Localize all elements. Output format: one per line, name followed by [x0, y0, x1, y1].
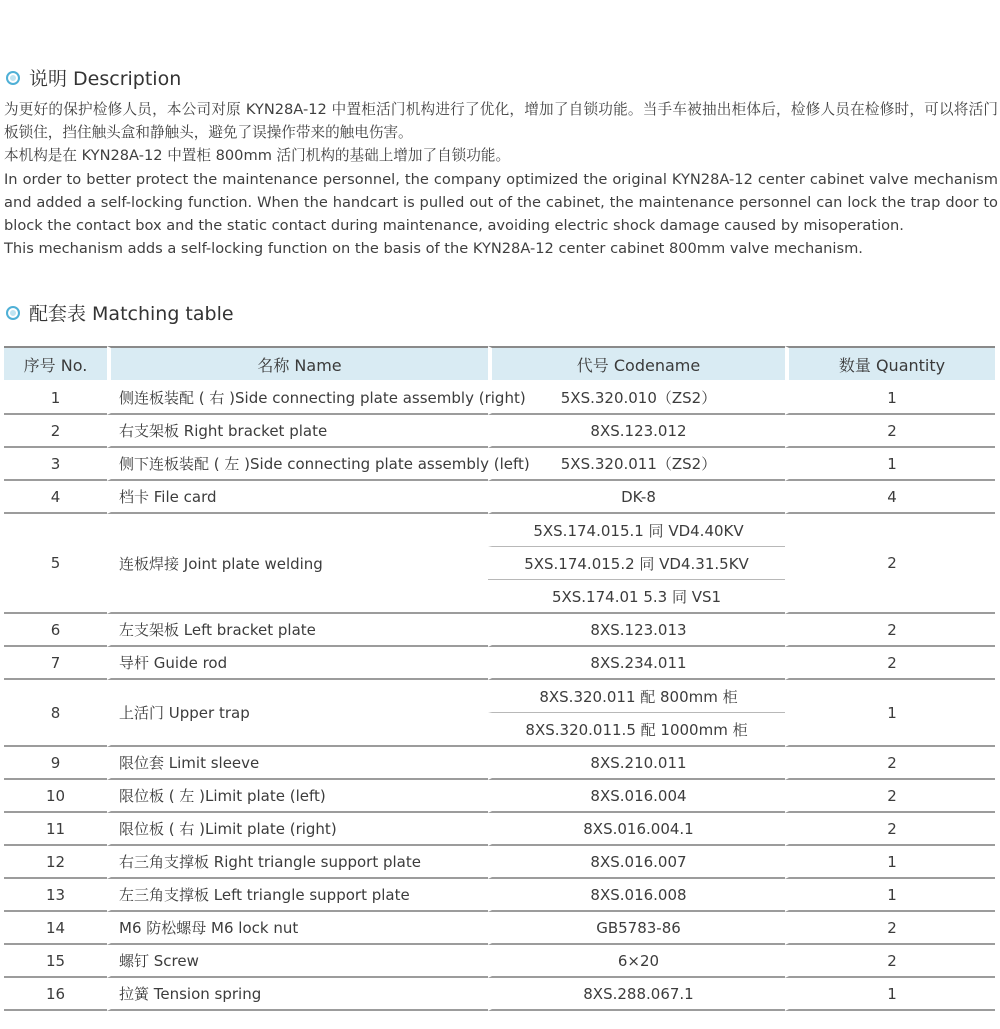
- cell-name: 侧下连板装配 ( 左 )Side connecting plate assembly (left): [107, 448, 488, 481]
- cell-no: 6: [4, 614, 107, 647]
- table-body: [4, 382, 995, 1011]
- cell-name: 上活门 Upper trap: [107, 680, 488, 747]
- cell-name: 右支架板 Right bracket plate: [107, 415, 488, 448]
- cell-quantity: 2: [785, 780, 995, 813]
- header-codename: 代号 Codename: [488, 346, 785, 382]
- table-row: [4, 747, 995, 780]
- table-row: [4, 879, 995, 912]
- cell-quantity: 2: [785, 647, 995, 680]
- cell-no: 5: [4, 514, 107, 614]
- cell-name: 限位板 ( 左 )Limit plate (left): [107, 780, 488, 813]
- table-row: [4, 514, 995, 547]
- cell-quantity: 2: [785, 945, 995, 978]
- cell-codename: 8XS.320.011 配 800mm 柜: [488, 680, 785, 713]
- cell-codename: 8XS.016.004: [488, 780, 785, 813]
- ring-bullet-icon: [6, 71, 20, 85]
- cell-codename: 8XS.016.008: [488, 879, 785, 912]
- cell-no: 1: [4, 382, 107, 415]
- ring-bullet-icon: [6, 306, 20, 320]
- cell-name: 右三角支撑板 Right triangle support plate: [107, 846, 488, 879]
- cell-codename: 5XS.174.015.1 同 VD4.40KV: [488, 514, 785, 547]
- cell-quantity: 1: [785, 879, 995, 912]
- cell-codename: 8XS.320.011.5 配 1000mm 柜: [488, 713, 785, 747]
- cell-quantity: 1: [785, 448, 995, 481]
- cell-no: 11: [4, 813, 107, 846]
- cell-name: 左支架板 Left bracket plate: [107, 614, 488, 647]
- table-row: [4, 382, 995, 415]
- cell-quantity: 2: [785, 747, 995, 780]
- table-row: [4, 813, 995, 846]
- cell-name: M6 防松螺母 M6 lock nut: [107, 912, 488, 945]
- matching-table-title: 配套表 Matching table: [29, 303, 234, 325]
- cell-codename: DK-8: [488, 481, 785, 514]
- table-header-row: [4, 346, 995, 382]
- cell-no: 7: [4, 647, 107, 680]
- cell-codename: 8XS.016.007: [488, 846, 785, 879]
- cell-quantity: 1: [785, 680, 995, 747]
- cell-quantity: 1: [785, 846, 995, 879]
- table-row: [4, 415, 995, 448]
- table-row: [4, 912, 995, 945]
- cell-no: 3: [4, 448, 107, 481]
- table-row: [4, 647, 995, 680]
- cell-no: 13: [4, 879, 107, 912]
- header-quantity: 数量 Quantity: [785, 346, 995, 382]
- cell-name: 螺钉 Screw: [107, 945, 488, 978]
- cell-codename: 8XS.123.013: [488, 614, 785, 647]
- cell-name: 档卡 File card: [107, 481, 488, 514]
- table-row: [4, 846, 995, 879]
- description-heading: [6, 64, 181, 91]
- cell-codename: 5XS.320.010（ZS2）: [488, 382, 785, 415]
- table-row: [4, 481, 995, 514]
- cell-codename: GB5783-86: [488, 912, 785, 945]
- cell-no: 9: [4, 747, 107, 780]
- description-paragraph-cn-2: 本机构是在 KYN28A-12 中置柜 800mm 活门机构的基础上增加了自锁功能。: [4, 147, 511, 165]
- cell-codename: 8XS.234.011: [488, 647, 785, 680]
- cell-name: 限位板 ( 右 )Limit plate (right): [107, 813, 488, 846]
- cell-no: 16: [4, 978, 107, 1011]
- cell-quantity: 1: [785, 978, 995, 1011]
- cell-quantity: 1: [785, 382, 995, 415]
- table-row: [4, 614, 995, 647]
- header-no: 序号 No.: [4, 346, 107, 382]
- cell-name: 导杆 Guide rod: [107, 647, 488, 680]
- matching-table-heading: [6, 299, 234, 326]
- cell-codename: 5XS.174.015.2 同 VD4.31.5KV: [488, 547, 785, 580]
- description-paragraph-cn-1: 为更好的保护检修人员，本公司对原 KYN28A-12 中置柜活门机构进行了优化，增加了自锁功能。当手车被抽出柜体后，检修人员在检修时，可以将活门板锁住，挡住触头盒和静触头，避免了误操作带来的触电伤害。: [4, 101, 998, 142]
- cell-no: 14: [4, 912, 107, 945]
- cell-codename: 8XS.288.067.1: [488, 978, 785, 1011]
- table-row: [4, 945, 995, 978]
- cell-codename: 8XS.210.011: [488, 747, 785, 780]
- table-row: [4, 448, 995, 481]
- description-paragraph-en-2: This mechanism adds a self-locking function on the basis of the KYN28A-12 center cabinet 800mm valve mechanism.: [4, 240, 863, 258]
- cell-no: 15: [4, 945, 107, 978]
- table-row: [4, 978, 995, 1011]
- cell-quantity: 4: [785, 481, 995, 514]
- cell-quantity: 2: [785, 514, 995, 614]
- cell-name: 侧连板装配 ( 右 )Side connecting plate assembly (right): [107, 382, 488, 415]
- cell-no: 8: [4, 680, 107, 747]
- cell-name: 限位套 Limit sleeve: [107, 747, 488, 780]
- cell-no: 4: [4, 481, 107, 514]
- cell-no: 12: [4, 846, 107, 879]
- header-name: 名称 Name: [107, 346, 488, 382]
- description-title: 说明 Description: [29, 68, 182, 90]
- cell-no: 2: [4, 415, 107, 448]
- cell-quantity: 2: [785, 415, 995, 448]
- description-paragraph-en-1: In order to better protect the maintenance personnel, the company optimized the original KYN28A-12 center cabinet valve mechanism and added a self-locking function. When the handcart is pulled out of the cabinet, the maintenance personnel can lock the trap door to block the contact box and the static contact during maintenance, avoiding electric shock damage caused by misoperation.: [4, 170, 998, 235]
- cell-name: 连板焊接 Joint plate welding: [107, 514, 488, 614]
- cell-no: 10: [4, 780, 107, 813]
- cell-codename: 8XS.123.012: [488, 415, 785, 448]
- table-row: [4, 680, 995, 713]
- cell-codename: 5XS.174.01 5.3 同 VS1: [488, 580, 785, 614]
- description-body: [4, 98, 998, 260]
- cell-quantity: 2: [785, 912, 995, 945]
- cell-quantity: 2: [785, 614, 995, 647]
- cell-codename: 8XS.016.004.1: [488, 813, 785, 846]
- cell-name: 拉簧 Tension spring: [107, 978, 488, 1011]
- cell-codename: 5XS.320.011（ZS2）: [488, 448, 785, 481]
- matching-table: [4, 346, 995, 1011]
- cell-codename: 6×20: [488, 945, 785, 978]
- cell-name: 左三角支撑板 Left triangle support plate: [107, 879, 488, 912]
- cell-quantity: 2: [785, 813, 995, 846]
- table-row: [4, 780, 995, 813]
